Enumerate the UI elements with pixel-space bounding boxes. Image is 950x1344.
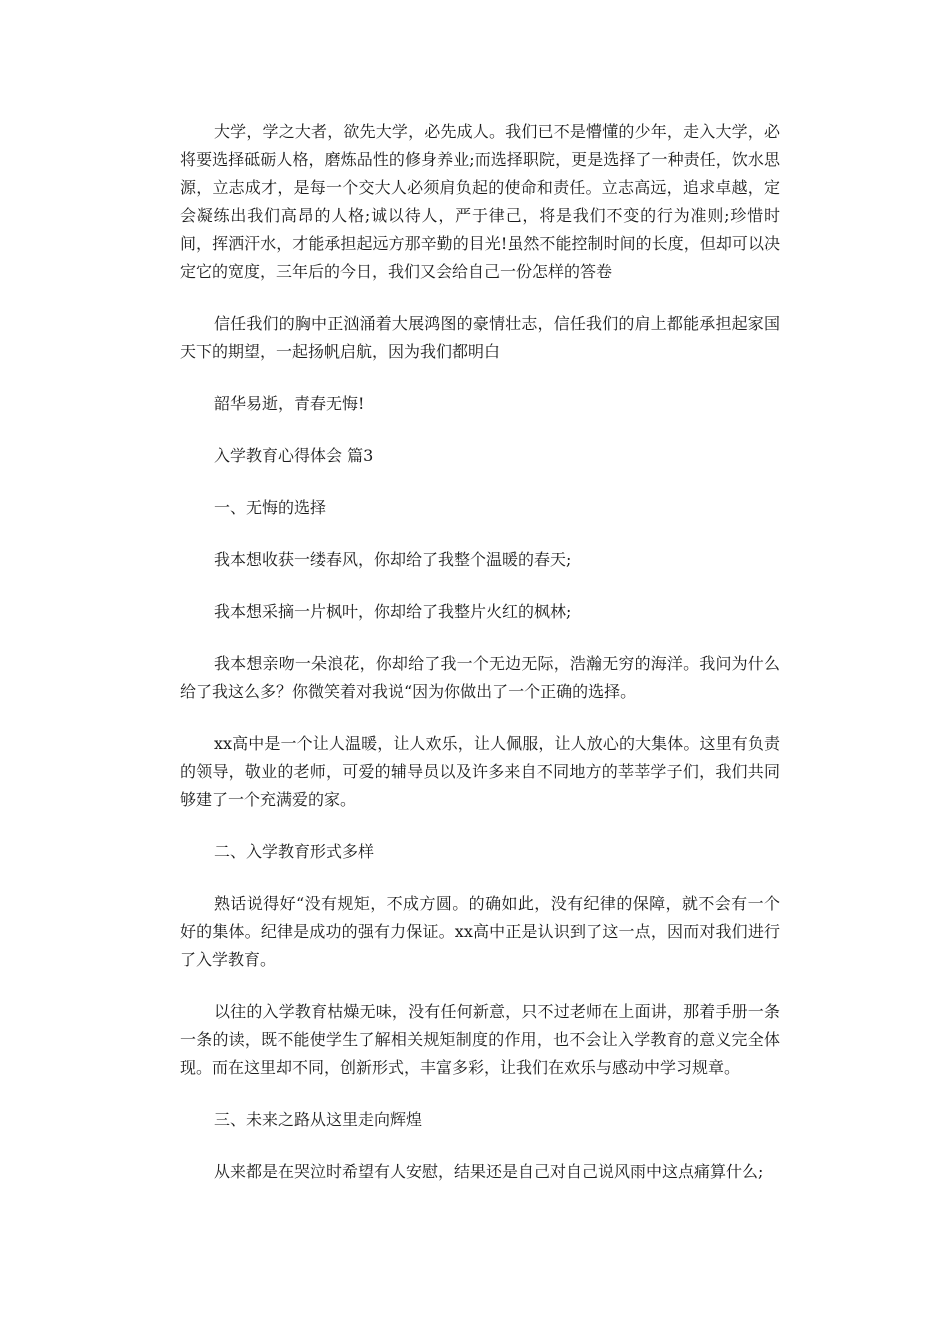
paragraph-rules: 熟话说得好“没有规矩，不成方圆。的确如此，没有纪律的保障，就不会有一个好的集体。纪律是成功的强有力保证。xx高中正是认识到了这一点，因而对我们进行了入学教育。: [180, 894, 780, 969]
paragraph-maple-leaf: 我本想采摘一片枫叶，你却给了我整片火红的枫林;: [214, 602, 572, 621]
section-title-part3: 入学教育心得体会 篇3: [214, 446, 374, 465]
heading-no-regret-choice: 一、无悔的选择: [214, 498, 327, 517]
heading-education-forms: 二、入学教育形式多样: [214, 842, 375, 861]
paragraph-intro-university: 大学，学之大者，欲先大学，必先成人。我们已不是懵懂的少年，走入大学，必将要选择砥砺人格，磨炼品性的修身养业;而选择职院，更是选择了一种责任，饮水思源，立志成才，是每一个交大人必须肩负起的使命和责任。立志高远，追求卓越，定会凝练出我们高昂的人格;诚以待人，严于律己，将是我们不变的行为准则;珍惜时间，挥洒汗水，才能承担起远方那辛勤的目光!虽然不能控制时间的长度，但却可以决定它的宽度，三年后的今日，我们又会给自己一份怎样的答卷: [180, 122, 780, 281]
document-page: [180, 118, 780, 1210]
paragraph-comfort: 从来都是在哭泣时希望有人安慰，结果还是自己对自己说风雨中这点痛算什么;: [214, 1162, 764, 1181]
paragraph-wave: 我本想亲吻一朵浪花，你却给了我一个无边无际，浩瀚无穷的海洋。我问为什么给了我这么多？你微笑着对我说“因为你做出了一个正确的选择。: [180, 654, 780, 701]
paragraph-spring-breeze: 我本想收获一缕春风，你却给了我整个温暖的春天;: [214, 550, 572, 569]
paragraph-innovation: 以往的入学教育枯燥无味，没有任何新意，只不过老师在上面讲，那着手册一条一条的读，既不能使学生了解相关规矩制度的作用，也不会让入学教育的意义完全体现。而在这里却不同，创新形式，丰富多彩，让我们在欢乐与感动中学习规章。: [180, 1002, 780, 1077]
paragraph-school-family: xx高中是一个让人温暖，让人欢乐，让人佩服，让人放心的大集体。这里有负责的领导，敬业的老师，可爱的辅导员以及许多来自不同地方的莘莘学子们，我们共同够建了一个充满爱的家。: [180, 734, 780, 809]
paragraph-trust: 信任我们的胸中正汹涌着大展鸿图的豪情壮志，信任我们的肩上都能承担起家国天下的期望，一起扬帆启航，因为我们都明白: [180, 314, 780, 361]
heading-future-path: 三、未来之路从这里走向辉煌: [214, 1110, 423, 1129]
paragraph-youth: 韶华易逝，青春无悔!: [214, 394, 365, 413]
